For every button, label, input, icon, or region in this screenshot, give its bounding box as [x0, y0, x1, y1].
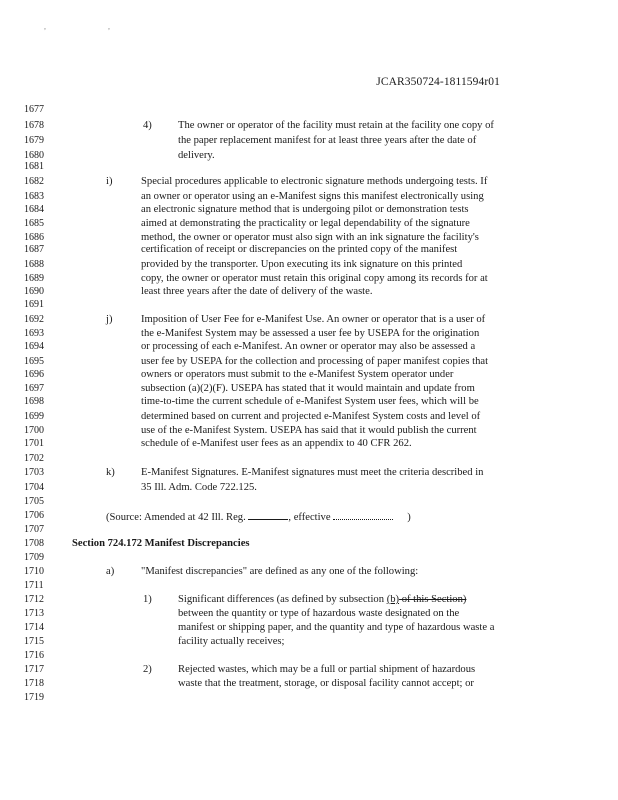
text-line: Special procedures applicable to electronic signature methods undergoing tests. If: [141, 176, 488, 187]
line-number: 1686: [24, 232, 44, 243]
text-line: user fee by USEPA for the collection and processing of paper manifest copies that: [141, 356, 489, 367]
text-line: use of the e-Manifest System. USEPA has said that it would publish the current: [141, 425, 477, 436]
item-marker: a): [106, 566, 115, 577]
line-number: 1703: [24, 467, 44, 478]
text-line: or processing of each e-Manifest. An owner or operator may also be assessed a: [141, 341, 476, 352]
item-marker: 4): [143, 120, 152, 131]
text-line: determined based on current and projected e-Manifest System costs and level of: [141, 411, 481, 422]
line-number: 1715: [24, 636, 44, 647]
item-marker: i): [106, 176, 113, 187]
item-marker: 1): [143, 594, 152, 605]
line-number: 1697: [24, 383, 44, 394]
section-title: Section 724.172 Manifest Discrepancies: [72, 538, 250, 549]
line-number: 1695: [24, 356, 44, 367]
text-line: an owner or operator using an e-Manifest signs this manifest electronically using: [141, 191, 484, 202]
line-number: 1688: [24, 259, 44, 270]
line-number: 1679: [24, 135, 44, 146]
line-number: 1687: [24, 244, 44, 255]
text-line: provided by the transporter. Upon executing its ink signature on this printed: [141, 259, 463, 270]
line-number: 1682: [24, 176, 44, 187]
line-number: 1718: [24, 678, 44, 689]
line-number: 1706: [24, 510, 44, 521]
line-number: 1716: [24, 650, 44, 661]
line-number: 1678: [24, 120, 44, 131]
line-number: 1683: [24, 191, 44, 202]
source-suffix: ): [407, 512, 411, 523]
line-number: 1705: [24, 496, 44, 507]
line-number: 1693: [24, 328, 44, 339]
text-line: between the quantity or type of hazardous waste designated on the: [178, 608, 460, 619]
text-line: schedule of e-Manifest user fees as an appendix to 40 CFR 262.: [141, 438, 412, 449]
line-number: 1692: [24, 314, 44, 325]
text-line: The owner or operator of the facility must retain at the facility one copy of: [178, 120, 494, 131]
text-line: delivery.: [178, 150, 215, 161]
reg-blank: [248, 510, 288, 520]
text-line: [178, 594, 466, 606]
source-mid: , effective: [288, 512, 334, 523]
line-number: 1698: [24, 396, 44, 407]
line-number: 1707: [24, 524, 44, 535]
line-number: 1712: [24, 594, 44, 605]
line-number: 1702: [24, 453, 44, 464]
line-number: 1685: [24, 218, 44, 229]
line-number: 1681: [24, 161, 44, 172]
text-line: certification of receipt or discrepancies on the printed copy of the manifest: [141, 244, 458, 255]
line-number: 1677: [24, 104, 44, 115]
line-number: 1711: [24, 580, 44, 591]
text-line: copy, the owner or operator must retain this original copy among its records for at: [141, 273, 488, 284]
inserted-text: (b): [386, 594, 400, 605]
line-number: 1709: [24, 552, 44, 563]
text-line: Rejected wastes, which may be a full or partial shipment of hazardous: [178, 664, 476, 675]
item-marker: 2): [143, 664, 152, 675]
line-number: 1701: [24, 438, 44, 449]
source-note: [106, 510, 411, 524]
document-id: JCAR350724-1811594r01: [376, 76, 500, 88]
line-number: 1690: [24, 286, 44, 297]
line-number: 1713: [24, 608, 44, 619]
line-number: 1704: [24, 482, 44, 493]
deleted-text: of this Section): [399, 594, 467, 605]
line-number: 1714: [24, 622, 44, 633]
line-number: 1699: [24, 411, 44, 422]
text-line: the e-Manifest System may be assessed a user fee by USEPA for the origination: [141, 328, 480, 339]
line-number: 1717: [24, 664, 44, 675]
date-blank: [333, 510, 393, 520]
line-number: 1710: [24, 566, 44, 577]
line-number: 1719: [24, 692, 44, 703]
line-number: 1691: [24, 299, 44, 310]
text-run: Significant differences (as defined by subsection: [178, 594, 387, 605]
line-number: 1708: [24, 538, 44, 549]
line-number: 1700: [24, 425, 44, 436]
source-prefix: (Source: Amended at 42 Ill. Reg.: [106, 512, 249, 523]
line-number: 1684: [24, 204, 44, 215]
line-number: 1680: [24, 150, 44, 161]
item-marker: k): [106, 467, 115, 478]
line-number: 1694: [24, 341, 44, 352]
text-line: "Manifest discrepancies" are defined as any one of the following:: [141, 566, 419, 577]
text-line: 35 Ill. Adm. Code 722.125.: [141, 482, 257, 493]
text-line: the paper replacement manifest for at least three years after the date of: [178, 135, 477, 146]
text-line: manifest or shipping paper, and the quantity and type of hazardous waste a: [178, 622, 495, 633]
text-line: an electronic signature method that is undergoing pilot or demonstration tests: [141, 204, 469, 215]
text-line: Imposition of User Fee for e-Manifest Use. An owner or operator that is a user of: [141, 314, 486, 325]
line-number: 1696: [24, 369, 44, 380]
text-line: least three years after the date of delivery of the waste.: [141, 286, 373, 297]
scan-marks: , ,: [44, 22, 140, 31]
text-line: waste that the treatment, storage, or disposal facility cannot accept; or: [178, 678, 474, 689]
text-line: aimed at demonstrating the practicality or legal dependability of the signature: [141, 218, 470, 229]
text-line: time-to-time the current schedule of e-Manifest System user fees, which will be: [141, 396, 479, 407]
text-line: owners or operators must submit to the e-Manifest System operator under: [141, 369, 454, 380]
text-line: subsection (a)(2)(F). USEPA has stated that it would maintain and update from: [141, 383, 475, 394]
text-line: facility actually receives;: [178, 636, 285, 647]
item-marker: j): [106, 314, 113, 325]
text-line: E-Manifest Signatures. E-Manifest signatures must meet the criteria described in: [141, 467, 484, 478]
text-line: method, the owner or operator must also sign with an ink signature the facility's: [141, 232, 479, 243]
line-number: 1689: [24, 273, 44, 284]
